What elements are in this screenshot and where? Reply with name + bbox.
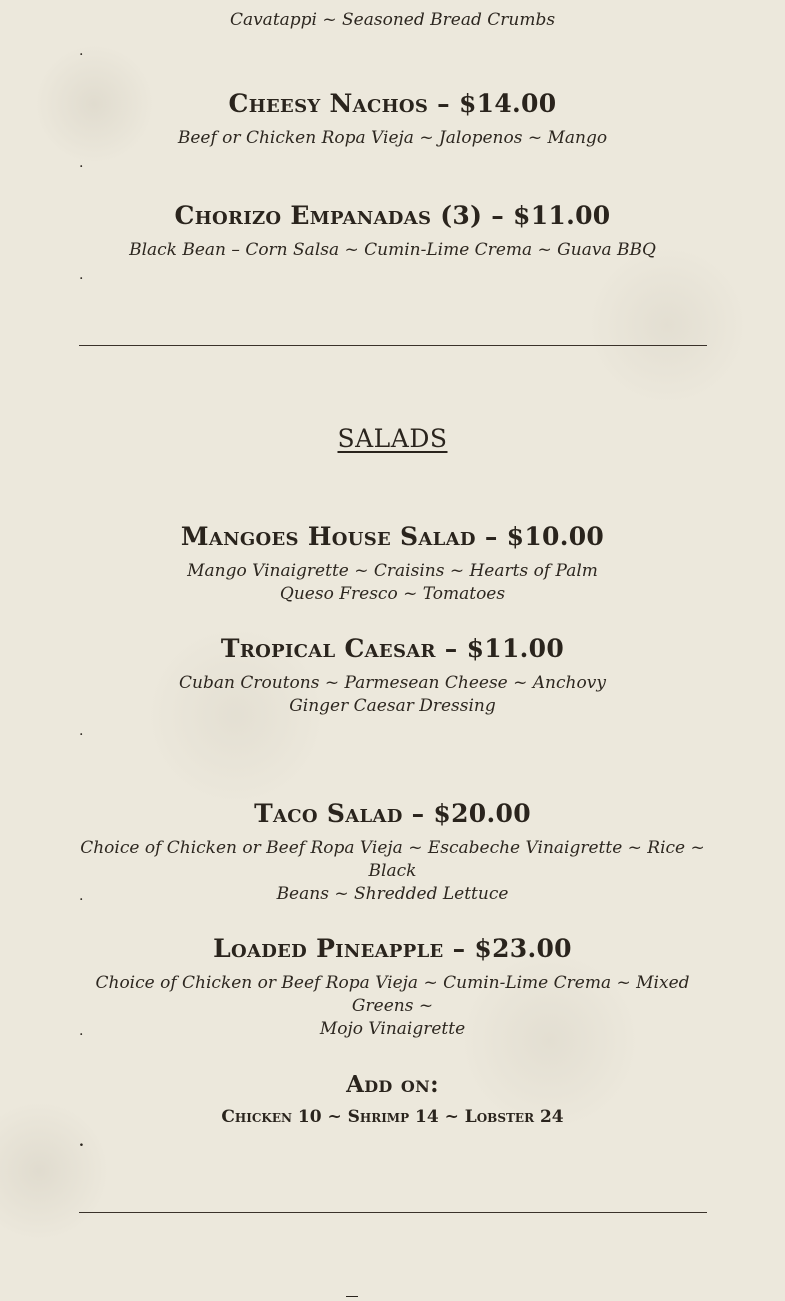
menu-item-description: Cuban Croutons ~ Parmesean Cheese ~ Anchovy Ginger Caesar Dressing	[179, 673, 606, 716]
menu-item-description: Beef or Chicken Ropa Vieja ~ Jalopenos ~ Mango	[177, 128, 608, 148]
menu-item-description: Choice of Chicken or Beef Ropa Vieja ~ Cumin-Lime Crema ~ Mixed Greens ~ Mojo Vinaigrette	[95, 973, 690, 1039]
menu-item-title: Loaded Pineapple – $23.00	[213, 934, 572, 963]
separator-dot: .	[79, 1023, 84, 1039]
previous-item-description: Cavatappi ~ Seasoned Bread Crumbs	[229, 10, 556, 30]
section-divider	[79, 345, 707, 346]
section-heading: SALADS	[337, 424, 448, 453]
addon-items: Chicken 10 ~ Shrimp 14 ~ Lobster 24	[221, 1107, 564, 1127]
next-section-heading-fragment	[346, 1296, 358, 1297]
separator-dot: .	[79, 43, 84, 59]
addon-title: Add on:	[346, 1071, 439, 1098]
menu-item-description: Choice of Chicken or Beef Ropa Vieja ~ Escabeche Vinaigrette ~ Rice ~ Black Beans ~ Shredded Lettuce	[80, 838, 705, 904]
section-divider	[79, 1212, 707, 1213]
separator-dot: .	[79, 1134, 84, 1150]
previous-item-description-fragment	[0, 0, 785, 32]
separator-dot: .	[79, 155, 84, 171]
separator-dot: .	[79, 723, 84, 739]
menu-item-description: Black Bean – Corn Salsa ~ Cumin-Lime Crema ~ Guava BBQ	[129, 240, 656, 260]
separator-dot: .	[79, 888, 84, 904]
menu-item-title: Tropical Caesar – $11.00	[220, 634, 565, 663]
menu-item-title: Mangoes House Salad – $10.00	[180, 522, 605, 551]
menu-item-title: Chorizo Empanadas (3) – $11.00	[174, 201, 611, 230]
menu-item-description: Mango Vinaigrette ~ Craisins ~ Hearts of Palm Queso Fresco ~ Tomatoes	[187, 561, 598, 604]
separator-dot: .	[79, 267, 84, 283]
menu-item-title: Cheesy Nachos – $14.00	[228, 89, 557, 118]
menu-item-title: Taco Salad – $20.00	[254, 799, 531, 828]
